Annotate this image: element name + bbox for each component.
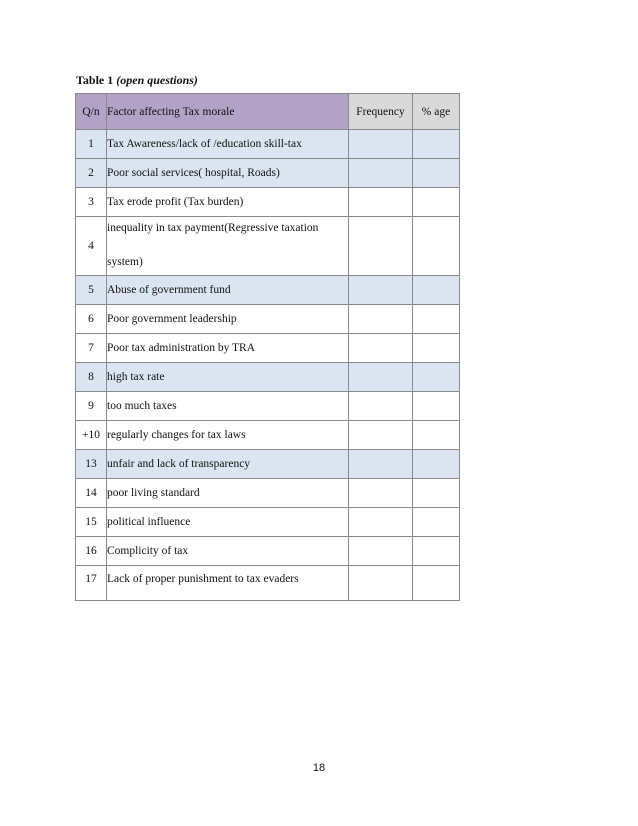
row-percent <box>413 537 460 566</box>
row-qn: 7 <box>76 334 107 363</box>
row-factor: Complicity of tax <box>107 537 349 566</box>
row-factor: Tax Awareness/lack of /education skill-tax <box>107 130 349 159</box>
row-qn: 3 <box>76 188 107 217</box>
row-percent <box>413 392 460 421</box>
row-factor: unfair and lack of transparency <box>107 450 349 479</box>
table-row <box>76 392 460 421</box>
row-qn: 1 <box>76 130 107 159</box>
table-row <box>76 450 460 479</box>
table-row <box>76 276 460 305</box>
row-frequency <box>349 188 413 217</box>
row-qn: 16 <box>76 537 107 566</box>
table-row <box>76 217 460 276</box>
table-row <box>76 159 460 188</box>
row-factor: Lack of proper punishment to tax evaders <box>107 566 349 601</box>
row-frequency <box>349 217 413 276</box>
row-qn: 6 <box>76 305 107 334</box>
header-qn: Q/n <box>76 94 107 130</box>
row-percent <box>413 305 460 334</box>
row-frequency <box>349 305 413 334</box>
row-frequency <box>349 479 413 508</box>
row-qn: 15 <box>76 508 107 537</box>
row-factor: Poor social services( hospital, Roads) <box>107 159 349 188</box>
table-row <box>76 305 460 334</box>
row-qn: 14 <box>76 479 107 508</box>
table-caption-label: Table 1 <box>76 73 114 87</box>
table-row <box>76 188 460 217</box>
factors-table <box>75 93 460 601</box>
table-caption-note: (open questions) <box>116 73 198 87</box>
row-factor: poor living standard <box>107 479 349 508</box>
header-factor: Factor affecting Tax morale <box>107 94 349 130</box>
row-percent <box>413 566 460 601</box>
row-qn: +10 <box>76 421 107 450</box>
row-qn: 4 <box>76 217 107 276</box>
table-row <box>76 334 460 363</box>
table-row <box>76 566 460 601</box>
row-frequency <box>349 421 413 450</box>
row-percent <box>413 188 460 217</box>
row-factor: high tax rate <box>107 363 349 392</box>
row-frequency <box>349 508 413 537</box>
row-frequency <box>349 450 413 479</box>
row-factor <box>107 217 349 276</box>
row-qn: 8 <box>76 363 107 392</box>
table-caption <box>76 73 198 88</box>
page-number: 18 <box>312 762 326 774</box>
row-qn: 9 <box>76 392 107 421</box>
row-factor: Tax erode profit (Tax burden) <box>107 188 349 217</box>
row-percent <box>413 479 460 508</box>
row-frequency <box>349 537 413 566</box>
row-percent <box>413 363 460 392</box>
row-qn: 2 <box>76 159 107 188</box>
row-factor: political influence <box>107 508 349 537</box>
table-header-row <box>76 94 460 130</box>
table-row <box>76 479 460 508</box>
row-percent <box>413 159 460 188</box>
row-factor-line1: inequality in tax payment(Regressive taxation <box>107 222 319 234</box>
table-row <box>76 537 460 566</box>
row-qn: 5 <box>76 276 107 305</box>
row-factor: Poor tax administration by TRA <box>107 334 349 363</box>
row-frequency <box>349 130 413 159</box>
row-percent <box>413 508 460 537</box>
row-frequency <box>349 334 413 363</box>
row-frequency <box>349 566 413 601</box>
table-row <box>76 508 460 537</box>
row-percent <box>413 276 460 305</box>
row-frequency <box>349 276 413 305</box>
header-frequency: Frequency <box>349 94 413 130</box>
table-row <box>76 363 460 392</box>
row-factor-line2: system) <box>107 256 143 268</box>
row-percent <box>413 130 460 159</box>
row-qn: 17 <box>76 566 107 601</box>
row-frequency <box>349 363 413 392</box>
row-factor: too much taxes <box>107 392 349 421</box>
row-factor: Poor government leadership <box>107 305 349 334</box>
table-row <box>76 130 460 159</box>
table-row <box>76 421 460 450</box>
row-frequency <box>349 159 413 188</box>
row-frequency <box>349 392 413 421</box>
header-percent: % age <box>413 94 460 130</box>
row-percent <box>413 421 460 450</box>
row-percent <box>413 450 460 479</box>
row-percent <box>413 334 460 363</box>
row-percent <box>413 217 460 276</box>
row-qn: 13 <box>76 450 107 479</box>
row-factor: Abuse of government fund <box>107 276 349 305</box>
row-factor: regularly changes for tax laws <box>107 421 349 450</box>
